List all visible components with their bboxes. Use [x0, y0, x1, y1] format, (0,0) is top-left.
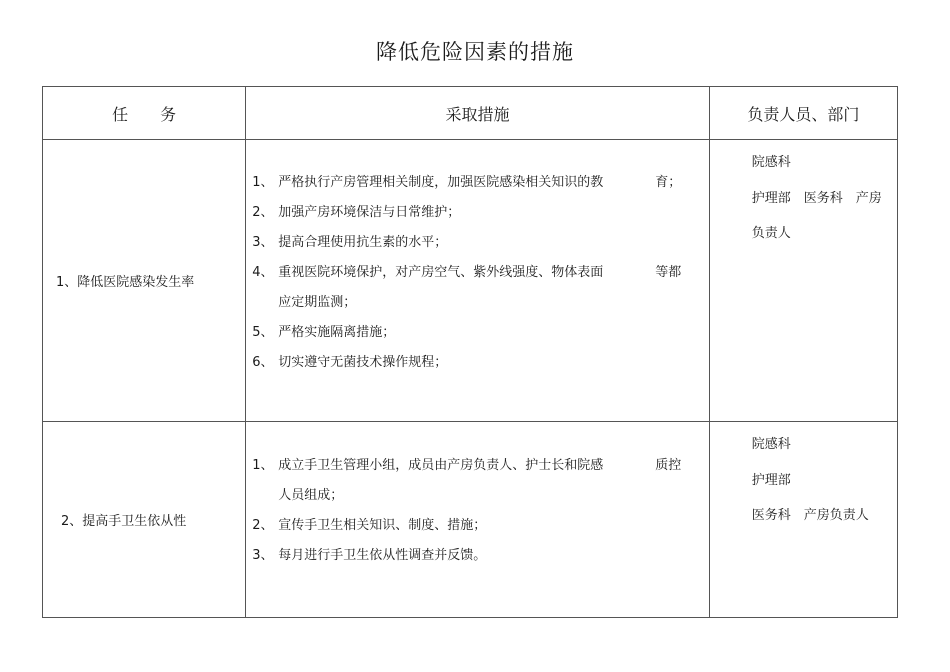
responsible-line: 院感科 — [751, 437, 791, 452]
task-cell: 1、降低医院感染发生率 — [43, 140, 246, 422]
measure-item: 5、 严格实施隔离措施； — [252, 325, 396, 340]
table-header-row — [43, 87, 898, 140]
responsible-cell — [709, 422, 897, 618]
table-row — [43, 140, 898, 422]
task-cell: 2、提高手卫生依从性 — [43, 422, 246, 618]
measure-item: 6、 切实遵守无菌技术操作规程； — [252, 355, 448, 370]
measure-item: 3、 提高合理使用抗生素的水平； — [252, 235, 448, 250]
responsible-line: 负责人 — [751, 226, 791, 241]
measure-item: 1、 严格执行产房管理相关制度，加强医院感染相关知识的教 育； — [252, 175, 682, 190]
responsible-line: 护理部 — [751, 472, 791, 488]
measures-table — [42, 86, 898, 618]
table-row — [43, 422, 898, 618]
measure-item: 4、 重视医院环境保护，对产房空气、紫外线强度、物体表面 等都 — [252, 265, 682, 280]
measure-continuation: 应定期监测； — [278, 295, 357, 310]
header-task: 任 务 — [43, 87, 246, 140]
header-measures: 采取措施 — [246, 87, 710, 140]
measure-continuation: 人员组成； — [278, 488, 344, 503]
responsible-line: 护理部 医务科 产房 — [751, 190, 882, 206]
measure-item: 3、 每月进行手卫生依从性调查并反馈。 — [252, 548, 487, 563]
measures-cell — [246, 422, 710, 618]
measure-item: 2、 加强产房环境保洁与日常维护； — [252, 205, 461, 220]
header-responsible: 负责人员、部门 — [709, 87, 897, 140]
page-title: 降低危险因素的措施 — [376, 40, 574, 64]
responsible-cell — [709, 140, 897, 422]
responsible-line: 医务科 产房负责人 — [751, 508, 869, 523]
measures-cell — [246, 140, 710, 422]
responsible-line: 院感科 — [751, 155, 791, 170]
measure-item: 1、 成立手卫生管理小组，成员由产房负责人、护士长和院感 质控 — [252, 458, 682, 473]
measure-item: 2、 宣传手卫生相关知识、制度、措施； — [252, 518, 487, 533]
